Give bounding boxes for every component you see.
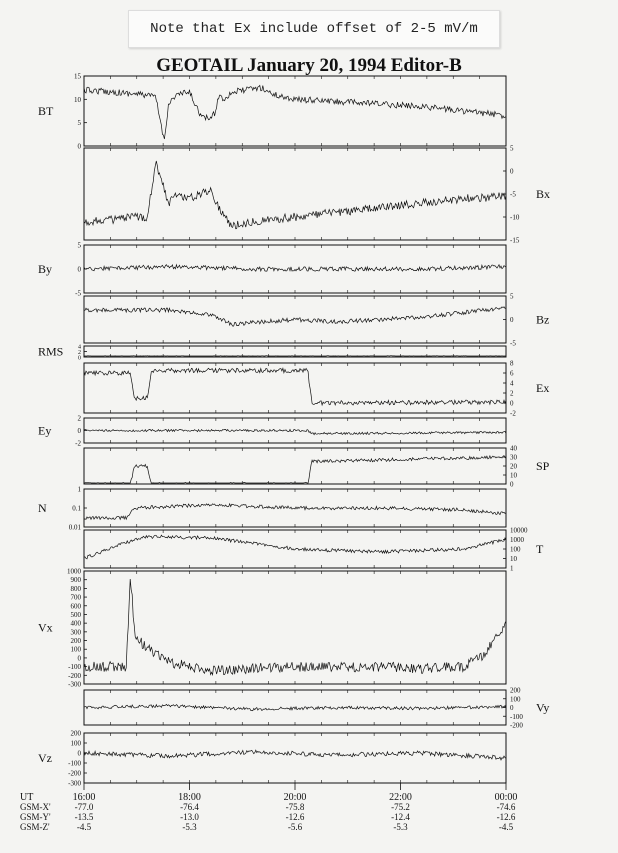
ephemeris-value: -5.6 — [287, 822, 303, 832]
y-tick-label: -15 — [510, 236, 520, 245]
series-line — [84, 85, 506, 139]
ephemeris-value: -77.0 — [74, 802, 94, 812]
y-tick-label: 100 — [510, 545, 521, 554]
panel-frame — [84, 363, 506, 413]
panel-label: Bx — [536, 187, 551, 201]
y-tick-label: -10 — [510, 213, 520, 222]
y-tick-label: 10 — [510, 471, 517, 480]
y-tick-label: -5 — [510, 190, 516, 199]
panel-frame — [84, 571, 506, 684]
panel-label: Vz — [38, 751, 52, 765]
y-tick-label: -2 — [510, 409, 516, 418]
panel-frame — [84, 448, 506, 484]
y-tick-label: -200 — [68, 769, 81, 778]
panel-label: Vy — [536, 700, 550, 715]
x-tick-label: 18:00 — [178, 792, 201, 803]
series-line — [84, 704, 506, 710]
y-tick-label: 2 — [77, 414, 81, 423]
panel-label: T — [536, 542, 544, 556]
x-axis-label: UT — [20, 792, 34, 803]
y-tick-label: 0 — [78, 355, 81, 362]
panel-vy — [84, 687, 549, 730]
y-tick-label: 0 — [510, 399, 514, 408]
y-tick-label: 1000 — [67, 567, 81, 576]
series-line — [84, 579, 506, 675]
x-axis — [20, 783, 517, 832]
x-tick-label: 16:00 — [72, 792, 96, 803]
y-tick-label: 200 — [70, 729, 81, 738]
y-tick-label: 0.1 — [72, 504, 81, 513]
ephemeris-value: -13.0 — [180, 812, 199, 822]
y-tick-label: 4 — [510, 379, 514, 388]
y-tick-label: 5 — [77, 119, 81, 128]
y-tick-label: 1 — [510, 564, 514, 573]
y-tick-label: 4 — [78, 344, 81, 351]
ephemeris-value: -76.4 — [180, 802, 199, 812]
y-tick-label: 5 — [510, 144, 514, 153]
series-line — [84, 535, 506, 559]
panel-vz — [38, 730, 506, 788]
panel-t — [84, 527, 544, 573]
ephemeris-value: -75.8 — [285, 802, 305, 812]
panel-label: Ey — [38, 423, 52, 438]
panel-label: SP — [536, 459, 550, 473]
ephemeris-label: GSM-X' — [20, 802, 51, 812]
panel-label: N — [38, 501, 47, 515]
y-tick-label: 1 — [77, 485, 81, 494]
chart-title: GEOTAIL January 20, 1994 Editor-B — [156, 55, 462, 76]
panel-frame — [84, 296, 506, 343]
y-tick-label: 600 — [70, 602, 81, 611]
y-tick-label: 10 — [74, 95, 81, 104]
ephemeris-value: -12.6 — [496, 812, 516, 822]
y-tick-label: 200 — [70, 637, 81, 646]
y-tick-label: 5 — [77, 241, 81, 250]
y-tick-label: -5 — [75, 289, 81, 298]
panel-ey — [38, 415, 506, 448]
y-tick-label: 400 — [70, 619, 81, 628]
panel-frame — [84, 76, 506, 146]
x-tick-label: 00:00 — [494, 792, 518, 803]
y-tick-label: 300 — [70, 628, 81, 637]
y-tick-label: 2 — [510, 389, 514, 398]
ephemeris-value: -4.5 — [498, 822, 514, 832]
y-tick-label: -200 — [68, 671, 81, 680]
panel-rms — [38, 345, 506, 362]
panel-label: By — [38, 262, 53, 276]
panel-vx — [38, 568, 506, 689]
y-tick-label: 5 — [510, 292, 514, 301]
ephemeris-value: -5.3 — [182, 822, 197, 832]
panel-frame — [84, 148, 506, 240]
panel-bt — [38, 73, 506, 151]
ephemeris-value: -4.5 — [76, 822, 92, 832]
panel-label: Ex — [536, 381, 550, 395]
ephemeris-value: -12.6 — [285, 812, 305, 822]
y-tick-label: 20 — [510, 462, 517, 471]
y-tick-label: 0 — [77, 427, 81, 435]
y-tick-label: -100 — [68, 759, 81, 768]
y-tick-label: 0 — [77, 749, 81, 758]
panel-bz — [84, 293, 549, 348]
y-tick-label: 2 — [78, 350, 81, 356]
series-line — [84, 307, 506, 326]
panel-frame — [84, 530, 506, 568]
ephemeris-value: -75.2 — [391, 802, 410, 812]
y-tick-label: 8 — [510, 359, 514, 368]
y-tick-label: 900 — [70, 576, 81, 585]
panel-label: RMS — [38, 344, 64, 359]
panel-sp — [84, 445, 550, 489]
panel-label: BT — [38, 104, 54, 118]
y-tick-label: 100 — [70, 739, 81, 748]
ephemeris-value: -12.4 — [391, 812, 410, 822]
panel-n — [38, 486, 506, 532]
series-line — [84, 429, 506, 434]
y-tick-label: 200 — [510, 686, 521, 695]
y-tick-label: 1000 — [510, 536, 524, 544]
ephemeris-value: -74.6 — [496, 802, 516, 812]
panel-ex — [84, 360, 549, 418]
panel-label: Vx — [38, 620, 53, 635]
series-line — [84, 161, 506, 229]
x-tick-label: 22:00 — [389, 792, 412, 803]
series-line — [84, 265, 506, 272]
y-tick-label: 500 — [70, 610, 81, 619]
y-tick-label: -5 — [510, 339, 516, 348]
y-tick-label: -2 — [75, 439, 81, 448]
y-tick-label: 0 — [510, 480, 514, 489]
ephemeris-label: GSM-Z' — [20, 822, 50, 832]
y-tick-label: 15 — [74, 72, 81, 81]
y-tick-label: 800 — [70, 584, 81, 593]
ephemeris-label: GSM-Y' — [20, 812, 51, 822]
y-tick-label: 700 — [70, 593, 81, 602]
ephemeris-value: -13.5 — [74, 812, 94, 822]
panel-frame — [84, 733, 506, 783]
y-tick-label: -200 — [510, 721, 523, 730]
x-tick-label: 20:00 — [283, 792, 307, 803]
y-tick-label: -300 — [68, 680, 81, 689]
y-tick-label: 0 — [510, 167, 514, 176]
y-tick-label: 40 — [510, 444, 517, 453]
ephemeris-value: -5.3 — [393, 822, 408, 832]
panel-label: Bz — [536, 312, 550, 327]
panel-bx — [84, 145, 550, 245]
y-tick-label: 0.01 — [68, 523, 81, 532]
y-tick-label: 0 — [77, 265, 81, 274]
series-line — [84, 368, 506, 405]
y-tick-label: -100 — [510, 712, 523, 721]
y-tick-label: 0 — [510, 704, 514, 712]
panel-by — [38, 242, 506, 298]
y-tick-label: 6 — [510, 369, 514, 378]
y-tick-label: 10000 — [510, 526, 528, 535]
y-tick-label: 0 — [77, 654, 81, 663]
y-tick-label: -300 — [68, 779, 81, 788]
series-line — [84, 750, 506, 760]
offset-note: Note that Ex include offset of 2-5 mV/m — [128, 10, 500, 48]
y-tick-label: 0 — [510, 316, 514, 324]
y-tick-label: 10 — [510, 555, 517, 563]
y-tick-label: 100 — [70, 645, 81, 654]
y-tick-label: 0 — [77, 142, 81, 151]
y-tick-label: -100 — [68, 663, 81, 672]
y-tick-label: 100 — [510, 695, 521, 704]
series-line — [84, 504, 506, 520]
y-tick-label: 30 — [510, 453, 517, 462]
series-line — [84, 456, 506, 483]
